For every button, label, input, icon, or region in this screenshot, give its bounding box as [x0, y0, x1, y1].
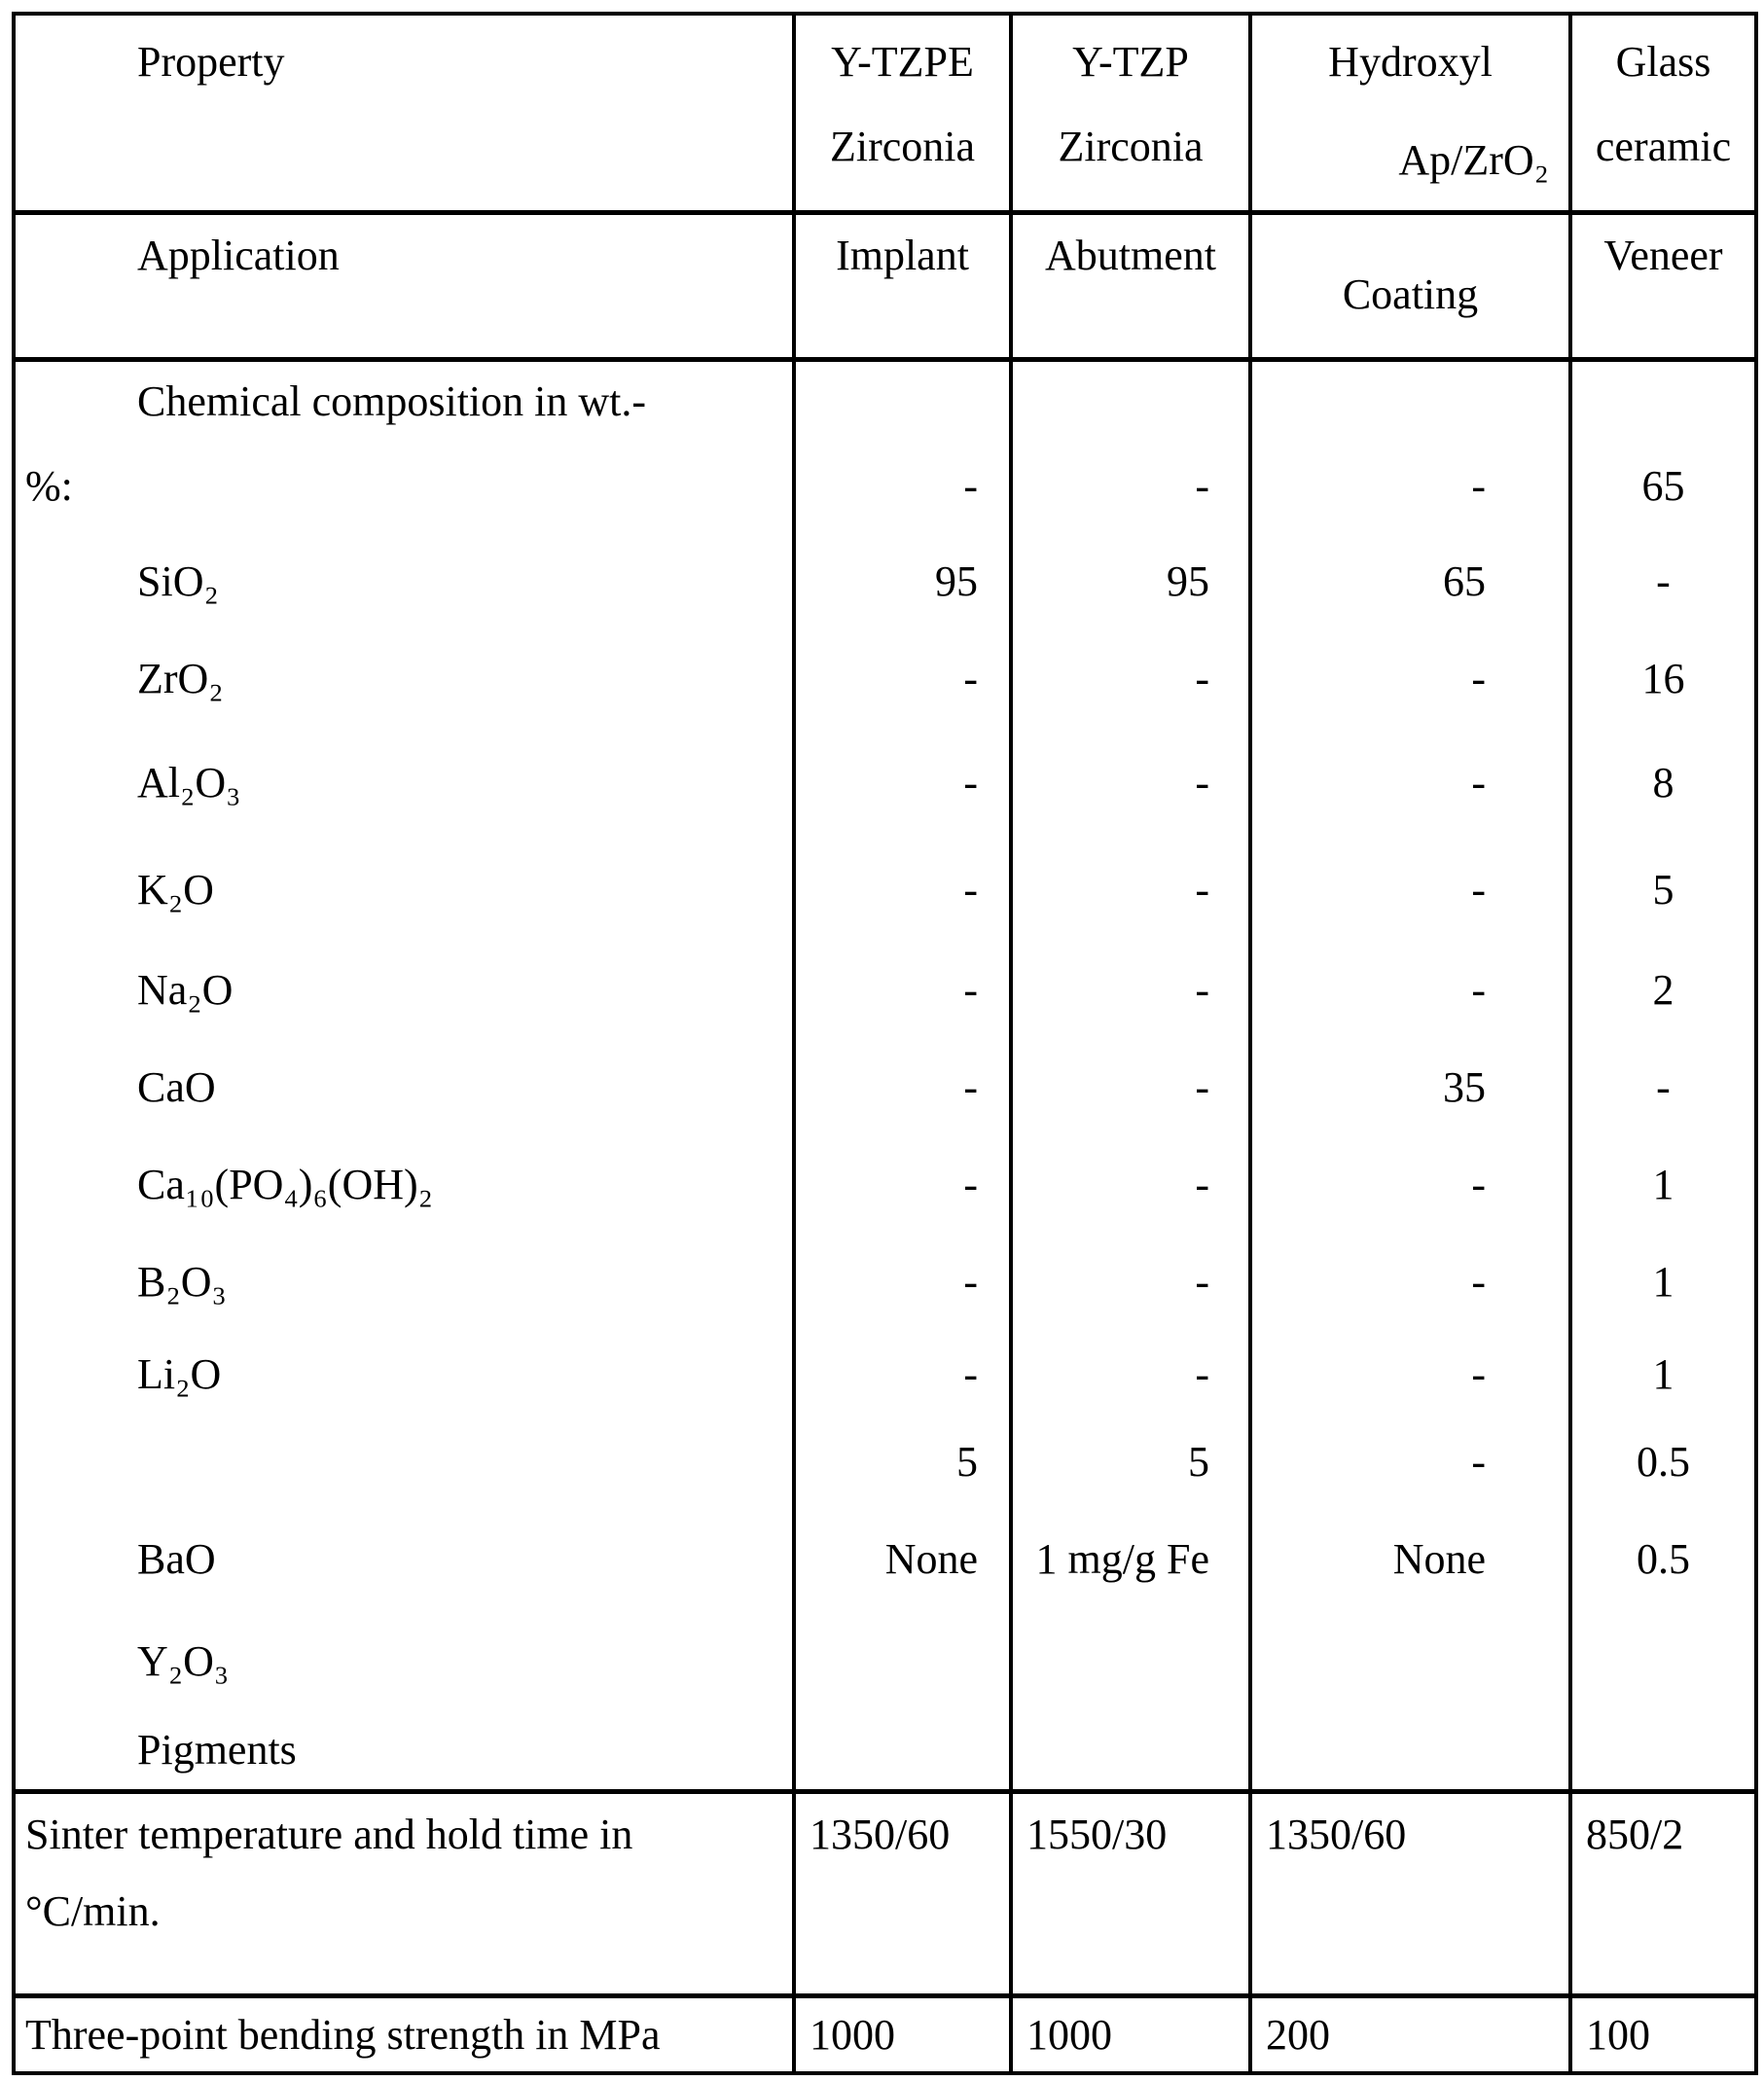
composition-row [16, 941, 1754, 1038]
composition-value [1248, 1709, 1568, 1789]
sinter-label-line1: Sinter temperature and hold time in [25, 1811, 633, 1858]
composition-value: - [1009, 1233, 1248, 1330]
composition-value: 2 [1568, 941, 1754, 1038]
composition-value: - [1009, 440, 1248, 532]
composition-component-label: BaO [137, 1534, 216, 1583]
application-value: Veneer [1568, 215, 1754, 357]
composition-value: - [792, 727, 1009, 839]
property-header-label: Property [137, 38, 285, 86]
sinter-value: 1350/60 [792, 1794, 1009, 1993]
composition-value: - [1248, 941, 1568, 1038]
table-header-row [16, 16, 1754, 210]
composition-value: 0.5 [1568, 1505, 1754, 1612]
composition-component-label: Na₂O [137, 965, 234, 1014]
composition-value [1568, 1612, 1754, 1709]
composition-value [792, 1612, 1009, 1709]
sinter-value: 850/2 [1568, 1794, 1754, 1993]
composition-row [16, 629, 1754, 727]
composition-value [1248, 1612, 1568, 1709]
sinter-label-line2: °C/min. [25, 1887, 161, 1935]
application-value: Implant [792, 215, 1009, 357]
composition-value [1568, 362, 1754, 440]
composition-value: - [1248, 1135, 1568, 1233]
composition-row [16, 1038, 1754, 1135]
application-label-cell [16, 215, 792, 357]
composition-value: - [792, 629, 1009, 727]
column-header-hydroxyl-apatite [1248, 16, 1568, 210]
composition-value: - [1248, 629, 1568, 727]
composition-value [1248, 362, 1568, 440]
composition-value: - [792, 440, 1009, 532]
composition-value: 16 [1568, 629, 1754, 727]
bending-label-cell [16, 1998, 792, 2071]
composition-component-label: Y₂O₃ [137, 1636, 230, 1685]
composition-value [1009, 362, 1248, 440]
composition-value [792, 362, 1009, 440]
composition-value: - [1248, 839, 1568, 941]
composition-value: 1 [1568, 1233, 1754, 1330]
composition-value: - [792, 941, 1009, 1038]
composition-component-label: Chemical composition in wt.- [137, 377, 647, 425]
composition-value: - [1568, 1038, 1754, 1135]
composition-value: - [792, 1233, 1009, 1330]
application-value: Coating [1248, 215, 1568, 357]
composition-row [16, 1612, 1754, 1709]
composition-value: - [792, 1330, 1009, 1417]
composition-value [1568, 1709, 1754, 1789]
property-header-cell [16, 16, 792, 210]
composition-row [16, 362, 1754, 440]
sinter-value: 1550/30 [1009, 1794, 1248, 1993]
column-header-ytzpe [792, 16, 1009, 210]
composition-value: - [1009, 1330, 1248, 1417]
composition-value: 65 [1568, 440, 1754, 532]
composition-component-label: Li₂O [137, 1349, 222, 1398]
column-header-line1: Y-TZP [1072, 38, 1189, 86]
composition-value [1009, 1612, 1248, 1709]
composition-component-label [16, 1417, 792, 1505]
composition-row [16, 1505, 1754, 1612]
composition-value: - [1009, 727, 1248, 839]
composition-value: - [1568, 532, 1754, 629]
composition-value: - [792, 839, 1009, 941]
column-header-line1: Glass [1615, 38, 1711, 86]
composition-value: 0.5 [1568, 1417, 1754, 1505]
composition-value: 5 [792, 1417, 1009, 1505]
composition-component-label: Al₂O₃ [137, 759, 241, 807]
composition-value: - [1248, 727, 1568, 839]
composition-row [16, 1233, 1754, 1330]
composition-row [16, 1135, 1754, 1233]
composition-row [16, 839, 1754, 941]
composition-component-label: B₂O₃ [137, 1257, 227, 1306]
composition-value: - [1248, 1233, 1568, 1330]
composition-value: - [1009, 629, 1248, 727]
composition-row [16, 727, 1754, 839]
composition-value: - [1009, 1135, 1248, 1233]
composition-value: 5 [1009, 1417, 1248, 1505]
composition-component-label: Pigments [137, 1725, 297, 1774]
composition-value: - [1248, 1330, 1568, 1417]
composition-row [16, 1417, 1754, 1505]
composition-row [16, 1330, 1754, 1417]
composition-component-label: %: [25, 462, 73, 510]
composition-component-label: SiO₂ [137, 556, 219, 605]
sinter-value: 1350/60 [1248, 1794, 1568, 1993]
bending-strength-row [16, 1993, 1754, 2071]
composition-row [16, 1709, 1754, 1789]
application-value: Abutment [1009, 215, 1248, 357]
column-header-ytzp [1009, 16, 1248, 210]
composition-value: 1 [1568, 1330, 1754, 1417]
column-header-line2: ceramic [1595, 123, 1732, 170]
column-header-line2: Ap/ZrO₂ [1398, 136, 1549, 184]
composition-component-label: CaO [137, 1062, 216, 1111]
composition-row [16, 440, 1754, 532]
column-header-line1: Hydroxyl [1328, 38, 1493, 86]
column-header-line2: Zirconia [1058, 123, 1204, 170]
composition-section [16, 357, 1754, 1789]
bending-value: 1000 [792, 1998, 1009, 2071]
composition-value: None [1248, 1505, 1568, 1612]
composition-value: None [792, 1505, 1009, 1612]
column-header-line1: Y-TZPE [831, 38, 974, 86]
composition-value: 5 [1568, 839, 1754, 941]
composition-value: - [1009, 839, 1248, 941]
composition-value: 95 [1009, 532, 1248, 629]
application-label: Application [137, 232, 340, 279]
composition-value: - [1248, 440, 1568, 532]
composition-value: - [792, 1135, 1009, 1233]
composition-value: 65 [1248, 532, 1568, 629]
application-row [16, 210, 1754, 357]
composition-component-label: K₂O [137, 866, 214, 914]
bending-value: 100 [1568, 1998, 1754, 2071]
composition-value: 8 [1568, 727, 1754, 839]
sinter-row [16, 1789, 1754, 1993]
composition-row [16, 532, 1754, 629]
composition-component-label: ZrO₂ [137, 654, 224, 702]
bending-value: 200 [1248, 1998, 1568, 2071]
composition-value [1009, 1709, 1248, 1789]
composition-value: 1 mg/g Fe [1009, 1505, 1248, 1612]
composition-value: - [1009, 941, 1248, 1038]
composition-value: 95 [792, 532, 1009, 629]
column-header-line2: Zirconia [829, 123, 976, 170]
materials-comparison-table [12, 12, 1758, 2075]
bending-value: 1000 [1009, 1998, 1248, 2071]
composition-value: - [1248, 1417, 1568, 1505]
sinter-label-cell [16, 1794, 792, 1993]
column-header-glass-ceramic [1568, 16, 1754, 210]
composition-value: 1 [1568, 1135, 1754, 1233]
bending-label: Three-point bending strength in MPa [25, 2011, 661, 2059]
composition-value [792, 1709, 1009, 1789]
composition-component-label: Ca₁₀(PO₄)₆(OH)₂ [137, 1160, 433, 1208]
composition-value: - [792, 1038, 1009, 1135]
composition-value: 35 [1248, 1038, 1568, 1135]
composition-value: - [1009, 1038, 1248, 1135]
